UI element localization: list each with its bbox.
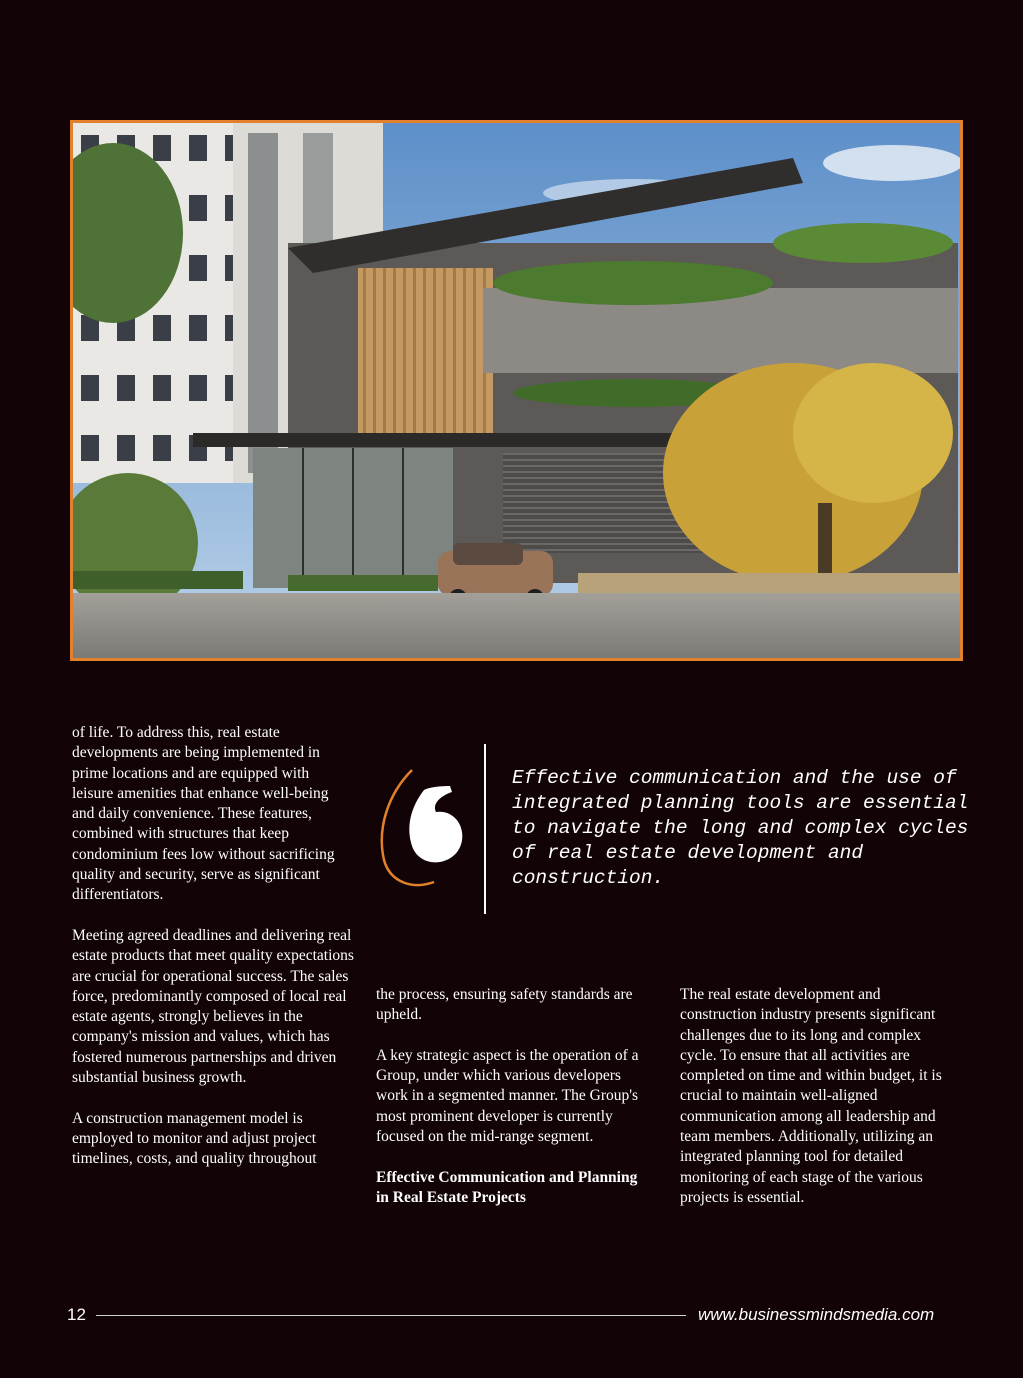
column1-paragraph-2: Meeting agreed deadlines and delivering real estate products that meet quality expectations are crucial for operational success. The sales force, predominantly composed of local real estate agents, strongly believes in the company's mission and values, which has fostered numerous partnerships and driven substantial business growth. xyxy=(72,926,354,1087)
quote-mark-icon xyxy=(372,760,472,895)
footer-website-link[interactable]: www.businessmindsmedia.com xyxy=(698,1305,935,1324)
building-rendering-image xyxy=(70,120,963,661)
column2-paragraph-1: the process, ensuring safety standards are upheld. xyxy=(376,986,633,1024)
column1-paragraph-3: A construction management model is employed to monitor and adjust project timelines, costs, and quality throughout xyxy=(72,1109,317,1168)
column3-paragraph-1: The real estate development and construction industry presents significant challenges due to its long and complex cycle. To ensure that all activities are completed on time and within budget, it is crucial to maintain well-aligned communication among all leadership and team members. Additionally, utilizing an integrated planning tool for detailed monitoring of each stage of the various projects is essential. xyxy=(680,986,942,1206)
column1-paragraph-1: of life. To address this, real estate developments are being implemented in prime locations and are equipped with leisure amenities that enhance well-being and daily convenience. These features, combined with structures that keep condominium fees low without sacrificing quality and security, serve as significant differentiators. xyxy=(72,724,335,904)
pullquote-divider xyxy=(484,744,486,914)
article-column-1 xyxy=(72,723,354,1170)
column2-paragraph-2: A key strategic aspect is the operation of a Group, under which various developers work in a segmented manner. The Group's most prominent developer is currently focused on the mid-range segment. xyxy=(376,1046,639,1146)
footer-rule xyxy=(96,1315,686,1316)
article-column-2 xyxy=(376,985,648,1208)
page-number: 12 xyxy=(67,1305,86,1324)
photo-icon xyxy=(73,123,960,658)
section-heading: Effective Communication and Planning in Real Estate Projects xyxy=(376,1168,638,1206)
pullquote-text: Effective communication and the use of integrated planning tools are essential to navigate the long and complex cycles of real estate development and construction. xyxy=(512,767,969,889)
article-column-3 xyxy=(680,985,960,1208)
